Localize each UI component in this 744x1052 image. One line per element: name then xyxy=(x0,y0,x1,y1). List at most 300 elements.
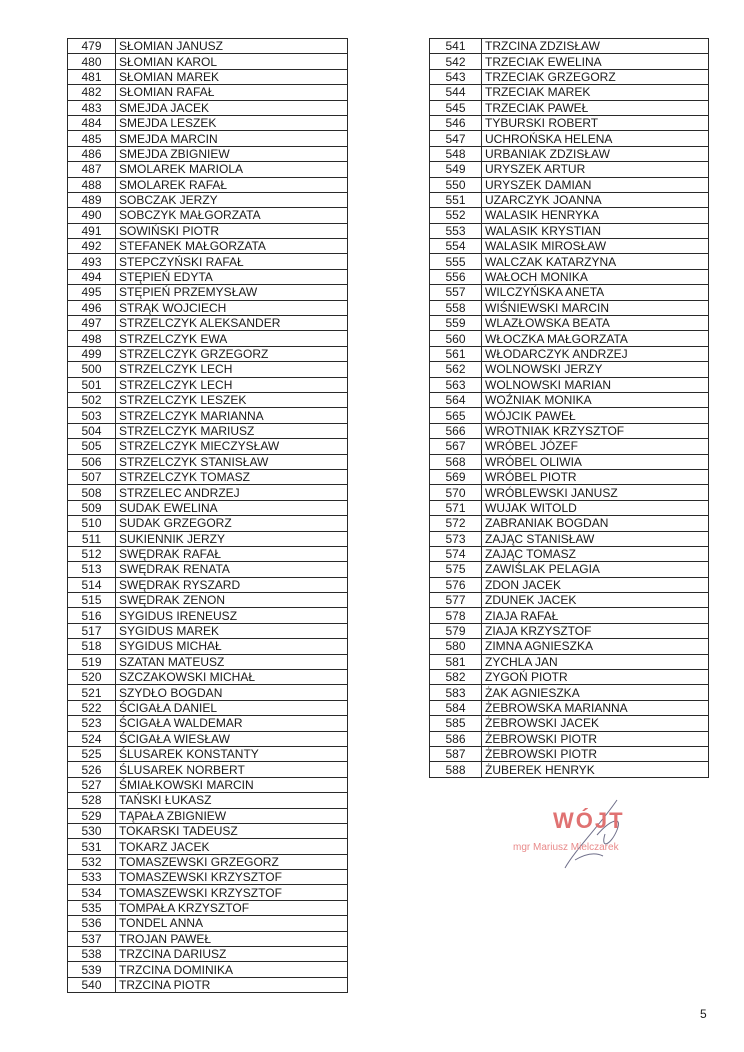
row-number: 480 xyxy=(68,54,116,69)
person-name: URYSZEK ARTUR xyxy=(482,162,709,177)
stamp-title: WÓJT xyxy=(553,808,625,833)
person-name: TRZCINA DARIUSZ xyxy=(116,947,348,962)
table-row xyxy=(430,239,709,254)
person-name: ZABRANIAK BOGDAN xyxy=(482,516,709,531)
row-number: 557 xyxy=(430,285,482,300)
table-row xyxy=(430,531,709,546)
row-number: 482 xyxy=(68,85,116,100)
person-name: SUDAK GRZEGORZ xyxy=(116,516,348,531)
row-number: 568 xyxy=(430,454,482,469)
table-row xyxy=(430,423,709,438)
table-row xyxy=(430,192,709,207)
person-name: TONDEL ANNA xyxy=(116,916,348,931)
table-row xyxy=(68,346,348,361)
table-row xyxy=(68,577,348,592)
row-number: 484 xyxy=(68,115,116,130)
row-number: 556 xyxy=(430,269,482,284)
person-name: ŚLUSAREK KONSTANTY xyxy=(116,746,348,761)
table-row xyxy=(68,239,348,254)
row-number: 500 xyxy=(68,362,116,377)
row-number: 487 xyxy=(68,162,116,177)
table-row xyxy=(430,69,709,84)
person-name: SZCZAKOWSKI MICHAŁ xyxy=(116,670,348,685)
row-number: 587 xyxy=(430,746,482,761)
person-name: SOBCZYK MAŁGORZATA xyxy=(116,208,348,223)
table-row xyxy=(68,762,348,777)
person-name: WILCZYŃSKA ANETA xyxy=(482,285,709,300)
table-row xyxy=(68,562,348,577)
row-number: 538 xyxy=(68,947,116,962)
table-row xyxy=(68,316,348,331)
row-number: 508 xyxy=(68,485,116,500)
person-name: STRZELCZYK LESZEK xyxy=(116,392,348,407)
table-row xyxy=(430,331,709,346)
table-row xyxy=(68,377,348,392)
row-number: 546 xyxy=(430,115,482,130)
person-name: WRÓBEL JÓZEF xyxy=(482,439,709,454)
table-row xyxy=(430,608,709,623)
person-name: TOMPAŁA KRZYSZTOF xyxy=(116,900,348,915)
row-number: 509 xyxy=(68,500,116,515)
table-row xyxy=(68,192,348,207)
table-row xyxy=(430,623,709,638)
row-number: 553 xyxy=(430,223,482,238)
table-row xyxy=(430,131,709,146)
person-name: ŻEBROWSKI JACEK xyxy=(482,716,709,731)
person-name: TOMASZEWSKI KRZYSZTOF xyxy=(116,870,348,885)
table-row xyxy=(68,854,348,869)
person-name: WÓJCIK PAWEŁ xyxy=(482,408,709,423)
person-name: SYGIDUS IRENEUSZ xyxy=(116,608,348,623)
row-number: 493 xyxy=(68,254,116,269)
person-name: WOŹNIAK MONIKA xyxy=(482,392,709,407)
row-number: 498 xyxy=(68,331,116,346)
table-row xyxy=(68,469,348,484)
table-row xyxy=(68,639,348,654)
person-name: WALCZAK KATARZYNA xyxy=(482,254,709,269)
person-name: TRZECIAK PAWEŁ xyxy=(482,100,709,115)
row-number: 561 xyxy=(430,346,482,361)
person-name: STRZELCZYK MIECZYSŁAW xyxy=(116,439,348,454)
table-row xyxy=(430,254,709,269)
row-number: 575 xyxy=(430,562,482,577)
row-number: 515 xyxy=(68,593,116,608)
row-number: 566 xyxy=(430,423,482,438)
row-number: 524 xyxy=(68,731,116,746)
table-row xyxy=(68,623,348,638)
person-name: SWĘDRAK RENATA xyxy=(116,562,348,577)
table-row xyxy=(68,670,348,685)
person-name: STRZELCZYK TOMASZ xyxy=(116,469,348,484)
person-name: URBANIAK ZDZISŁAW xyxy=(482,146,709,161)
row-number: 573 xyxy=(430,531,482,546)
person-name: SWĘDRAK RAFAŁ xyxy=(116,546,348,561)
row-number: 486 xyxy=(68,146,116,161)
row-number: 503 xyxy=(68,408,116,423)
row-number: 564 xyxy=(430,392,482,407)
person-name: SWĘDRAK RYSZARD xyxy=(116,577,348,592)
row-number: 520 xyxy=(68,670,116,685)
table-row xyxy=(430,762,709,777)
table-row xyxy=(68,839,348,854)
row-number: 541 xyxy=(430,39,482,54)
table-row xyxy=(68,931,348,946)
row-number: 578 xyxy=(430,608,482,623)
person-name: TRZCINA DOMINIKA xyxy=(116,962,348,977)
table-row xyxy=(68,85,348,100)
table-row xyxy=(430,269,709,284)
person-name: ZAJĄC TOMASZ xyxy=(482,546,709,561)
row-number: 483 xyxy=(68,100,116,115)
table-row xyxy=(68,593,348,608)
row-number: 519 xyxy=(68,654,116,669)
person-name: ZIAJA KRZYSZTOF xyxy=(482,623,709,638)
row-number: 532 xyxy=(68,854,116,869)
row-number: 516 xyxy=(68,608,116,623)
person-name: ZIMNA AGNIESZKA xyxy=(482,639,709,654)
person-name: ŚMIAŁKOWSKI MARCIN xyxy=(116,777,348,792)
row-number: 583 xyxy=(430,685,482,700)
table-row xyxy=(68,408,348,423)
row-number: 492 xyxy=(68,239,116,254)
person-name: TYBURSKI ROBERT xyxy=(482,115,709,130)
table-row xyxy=(68,700,348,715)
row-number: 558 xyxy=(430,300,482,315)
person-name: SŁOMIAN RAFAŁ xyxy=(116,85,348,100)
table-row xyxy=(430,469,709,484)
row-number: 540 xyxy=(68,977,116,992)
table-row xyxy=(68,777,348,792)
person-name: SUKIENNIK JERZY xyxy=(116,531,348,546)
table-row xyxy=(430,85,709,100)
row-number: 527 xyxy=(68,777,116,792)
table-row xyxy=(68,808,348,823)
person-name: WALASIK KRYSTIAN xyxy=(482,223,709,238)
row-number: 504 xyxy=(68,423,116,438)
row-number: 574 xyxy=(430,546,482,561)
person-name: SWĘDRAK ZENON xyxy=(116,593,348,608)
row-number: 531 xyxy=(68,839,116,854)
person-name: ŻEBROWSKI PIOTR xyxy=(482,731,709,746)
person-name: ŚCIGAŁA DANIEL xyxy=(116,700,348,715)
row-number: 547 xyxy=(430,131,482,146)
signature-scribble xyxy=(505,790,665,890)
table-row xyxy=(68,223,348,238)
row-number: 579 xyxy=(430,623,482,638)
table-row xyxy=(430,485,709,500)
person-name: WLAZŁOWSKA BEATA xyxy=(482,316,709,331)
person-name: STRZELCZYK STANISŁAW xyxy=(116,454,348,469)
row-number: 552 xyxy=(430,208,482,223)
table-row xyxy=(430,700,709,715)
table-row xyxy=(68,962,348,977)
person-name: SMEJDA LESZEK xyxy=(116,115,348,130)
row-number: 529 xyxy=(68,808,116,823)
table-row xyxy=(430,162,709,177)
person-name: STĘPIEŃ EDYTA xyxy=(116,269,348,284)
row-number: 569 xyxy=(430,469,482,484)
row-number: 525 xyxy=(68,746,116,761)
person-name: STĘPIEŃ PRZEMYSŁAW xyxy=(116,285,348,300)
person-name: SZATAN MATEUSZ xyxy=(116,654,348,669)
row-number: 544 xyxy=(430,85,482,100)
table-row xyxy=(430,408,709,423)
row-number: 535 xyxy=(68,900,116,915)
row-number: 526 xyxy=(68,762,116,777)
person-name: ŚCIGAŁA WIESŁAW xyxy=(116,731,348,746)
person-name: UZARCZYK JOANNA xyxy=(482,192,709,207)
table-row xyxy=(430,146,709,161)
row-number: 565 xyxy=(430,408,482,423)
table-row xyxy=(430,454,709,469)
row-number: 559 xyxy=(430,316,482,331)
person-name: SŁOMIAN JANUSZ xyxy=(116,39,348,54)
person-name: ŻUBEREK HENRYK xyxy=(482,762,709,777)
person-name: WROTNIAK KRZYSZTOF xyxy=(482,423,709,438)
table-row xyxy=(68,208,348,223)
table-row xyxy=(68,54,348,69)
row-number: 479 xyxy=(68,39,116,54)
row-number: 511 xyxy=(68,531,116,546)
row-number: 489 xyxy=(68,192,116,207)
row-number: 585 xyxy=(430,716,482,731)
table-row xyxy=(68,608,348,623)
row-number: 523 xyxy=(68,716,116,731)
row-number: 567 xyxy=(430,439,482,454)
person-name: SMOLAREK MARIOLA xyxy=(116,162,348,177)
person-name: STRZELCZYK LECH xyxy=(116,362,348,377)
table-row xyxy=(430,300,709,315)
person-name: TRZECIAK GRZEGORZ xyxy=(482,69,709,84)
row-number: 507 xyxy=(68,469,116,484)
row-number: 521 xyxy=(68,685,116,700)
person-name: TRZECIAK EWELINA xyxy=(482,54,709,69)
table-row xyxy=(68,870,348,885)
table-row xyxy=(68,500,348,515)
official-stamp xyxy=(505,790,665,890)
row-number: 490 xyxy=(68,208,116,223)
row-number: 550 xyxy=(430,177,482,192)
table-row xyxy=(430,115,709,130)
table-row xyxy=(430,746,709,761)
table-row xyxy=(68,793,348,808)
table-row xyxy=(68,454,348,469)
person-name: SOBCZAK JERZY xyxy=(116,192,348,207)
person-name: ŻEBROWSKI PIOTR xyxy=(482,746,709,761)
table-row xyxy=(430,685,709,700)
person-name: STRĄK WOJCIECH xyxy=(116,300,348,315)
person-name: ŚCIGAŁA WALDEMAR xyxy=(116,716,348,731)
person-name: STEPCZYŃSKI RAFAŁ xyxy=(116,254,348,269)
person-name: ZIAJA RAFAŁ xyxy=(482,608,709,623)
row-number: 499 xyxy=(68,346,116,361)
table-row xyxy=(430,716,709,731)
table-row xyxy=(430,223,709,238)
table-row xyxy=(430,54,709,69)
row-number: 554 xyxy=(430,239,482,254)
person-name: TOKARZ JACEK xyxy=(116,839,348,854)
person-name: WOLNOWSKI JERZY xyxy=(482,362,709,377)
table-row xyxy=(68,162,348,177)
row-number: 549 xyxy=(430,162,482,177)
row-number: 518 xyxy=(68,639,116,654)
row-number: 539 xyxy=(68,962,116,977)
person-name: TAŃSKI ŁUKASZ xyxy=(116,793,348,808)
row-number: 495 xyxy=(68,285,116,300)
row-number: 581 xyxy=(430,654,482,669)
table-row xyxy=(68,285,348,300)
row-number: 560 xyxy=(430,331,482,346)
person-name: ZYCHLA JAN xyxy=(482,654,709,669)
person-name: ZAJĄC STANISŁAW xyxy=(482,531,709,546)
row-number: 584 xyxy=(430,700,482,715)
person-name: ŚLUSAREK NORBERT xyxy=(116,762,348,777)
person-name: WALASIK MIROSŁAW xyxy=(482,239,709,254)
table-row xyxy=(430,546,709,561)
row-number: 502 xyxy=(68,392,116,407)
table-row xyxy=(68,977,348,992)
person-name: UCHROŃSKA HELENA xyxy=(482,131,709,146)
table-row xyxy=(68,916,348,931)
table-row xyxy=(430,285,709,300)
person-name: SMEJDA MARCIN xyxy=(116,131,348,146)
person-name: TĄPAŁA ZBIGNIEW xyxy=(116,808,348,823)
row-number: 536 xyxy=(68,916,116,931)
table-row xyxy=(68,823,348,838)
table-row xyxy=(68,654,348,669)
row-number: 481 xyxy=(68,69,116,84)
row-number: 528 xyxy=(68,793,116,808)
row-number: 537 xyxy=(68,931,116,946)
table-row xyxy=(68,392,348,407)
person-name: SMOLAREK RAFAŁ xyxy=(116,177,348,192)
person-name: WOLNOWSKI MARIAN xyxy=(482,377,709,392)
row-number: 562 xyxy=(430,362,482,377)
person-name: WUJAK WITOLD xyxy=(482,500,709,515)
table-row xyxy=(68,269,348,284)
person-name: WŁOCZKA MAŁGORZATA xyxy=(482,331,709,346)
table-row xyxy=(68,69,348,84)
row-number: 497 xyxy=(68,316,116,331)
table-row xyxy=(430,500,709,515)
row-number: 506 xyxy=(68,454,116,469)
table-row xyxy=(430,392,709,407)
person-name: SUDAK EWELINA xyxy=(116,500,348,515)
person-name: URYSZEK DAMIAN xyxy=(482,177,709,192)
table-row xyxy=(430,377,709,392)
row-number: 577 xyxy=(430,593,482,608)
person-name: SOWIŃSKI PIOTR xyxy=(116,223,348,238)
table-row xyxy=(68,516,348,531)
person-name: STRZELCZYK LECH xyxy=(116,377,348,392)
table-row xyxy=(430,362,709,377)
row-number: 563 xyxy=(430,377,482,392)
row-number: 555 xyxy=(430,254,482,269)
table-row xyxy=(430,208,709,223)
table-row xyxy=(68,546,348,561)
row-number: 543 xyxy=(430,69,482,84)
table-row xyxy=(68,439,348,454)
table-row xyxy=(68,131,348,146)
row-number: 548 xyxy=(430,146,482,161)
person-name: SYGIDUS MICHAŁ xyxy=(116,639,348,654)
table-row xyxy=(68,331,348,346)
person-name: ZDON JACEK xyxy=(482,577,709,592)
table-row xyxy=(68,146,348,161)
table-row xyxy=(430,346,709,361)
row-number: 551 xyxy=(430,192,482,207)
row-number: 501 xyxy=(68,377,116,392)
person-name: STRZELCZYK MARIUSZ xyxy=(116,423,348,438)
person-name: WAŁOCH MONIKA xyxy=(482,269,709,284)
table-row xyxy=(68,485,348,500)
person-name: STRZELCZYK EWA xyxy=(116,331,348,346)
table-row xyxy=(68,947,348,962)
person-name: TRZCINA PIOTR xyxy=(116,977,348,992)
row-number: 505 xyxy=(68,439,116,454)
person-name: TRZCINA ZDZISŁAW xyxy=(482,39,709,54)
person-name: SŁOMIAN MAREK xyxy=(116,69,348,84)
person-name: ŻAK AGNIESZKA xyxy=(482,685,709,700)
row-number: 514 xyxy=(68,577,116,592)
person-name: WIŚNIEWSKI MARCIN xyxy=(482,300,709,315)
table-row xyxy=(430,100,709,115)
table-row xyxy=(68,177,348,192)
person-name: STRZELCZYK ALEKSANDER xyxy=(116,316,348,331)
table-row xyxy=(430,439,709,454)
table-row xyxy=(430,731,709,746)
person-name: WRÓBEL PIOTR xyxy=(482,469,709,484)
table-row xyxy=(68,254,348,269)
person-name: WALASIK HENRYKA xyxy=(482,208,709,223)
table-row xyxy=(68,685,348,700)
person-name: SYGIDUS MAREK xyxy=(116,623,348,638)
row-number: 572 xyxy=(430,516,482,531)
person-name: TOMASZEWSKI KRZYSZTOF xyxy=(116,885,348,900)
row-number: 513 xyxy=(68,562,116,577)
row-number: 491 xyxy=(68,223,116,238)
row-number: 494 xyxy=(68,269,116,284)
voter-list-left xyxy=(67,38,348,993)
row-number: 534 xyxy=(68,885,116,900)
person-name: WRÓBLEWSKI JANUSZ xyxy=(482,485,709,500)
table-row xyxy=(430,316,709,331)
row-number: 576 xyxy=(430,577,482,592)
table-row xyxy=(68,115,348,130)
person-name: STRZELCZYK MARIANNA xyxy=(116,408,348,423)
table-row xyxy=(68,900,348,915)
person-name: TOKARSKI TADEUSZ xyxy=(116,823,348,838)
table-row xyxy=(68,731,348,746)
table-row xyxy=(68,423,348,438)
table-row xyxy=(430,670,709,685)
table-row xyxy=(68,746,348,761)
table-row xyxy=(68,531,348,546)
person-name: STRZELCZYK GRZEGORZ xyxy=(116,346,348,361)
person-name: SMEJDA ZBIGNIEW xyxy=(116,146,348,161)
person-name: SŁOMIAN KAROL xyxy=(116,54,348,69)
page-number: 5 xyxy=(700,1007,707,1021)
table-row xyxy=(68,885,348,900)
row-number: 580 xyxy=(430,639,482,654)
table-row xyxy=(430,177,709,192)
person-name: TRZECIAK MAREK xyxy=(482,85,709,100)
person-name: WŁODARCZYK ANDRZEJ xyxy=(482,346,709,361)
row-number: 582 xyxy=(430,670,482,685)
person-name: SZYDŁO BOGDAN xyxy=(116,685,348,700)
table-row xyxy=(430,562,709,577)
row-number: 522 xyxy=(68,700,116,715)
